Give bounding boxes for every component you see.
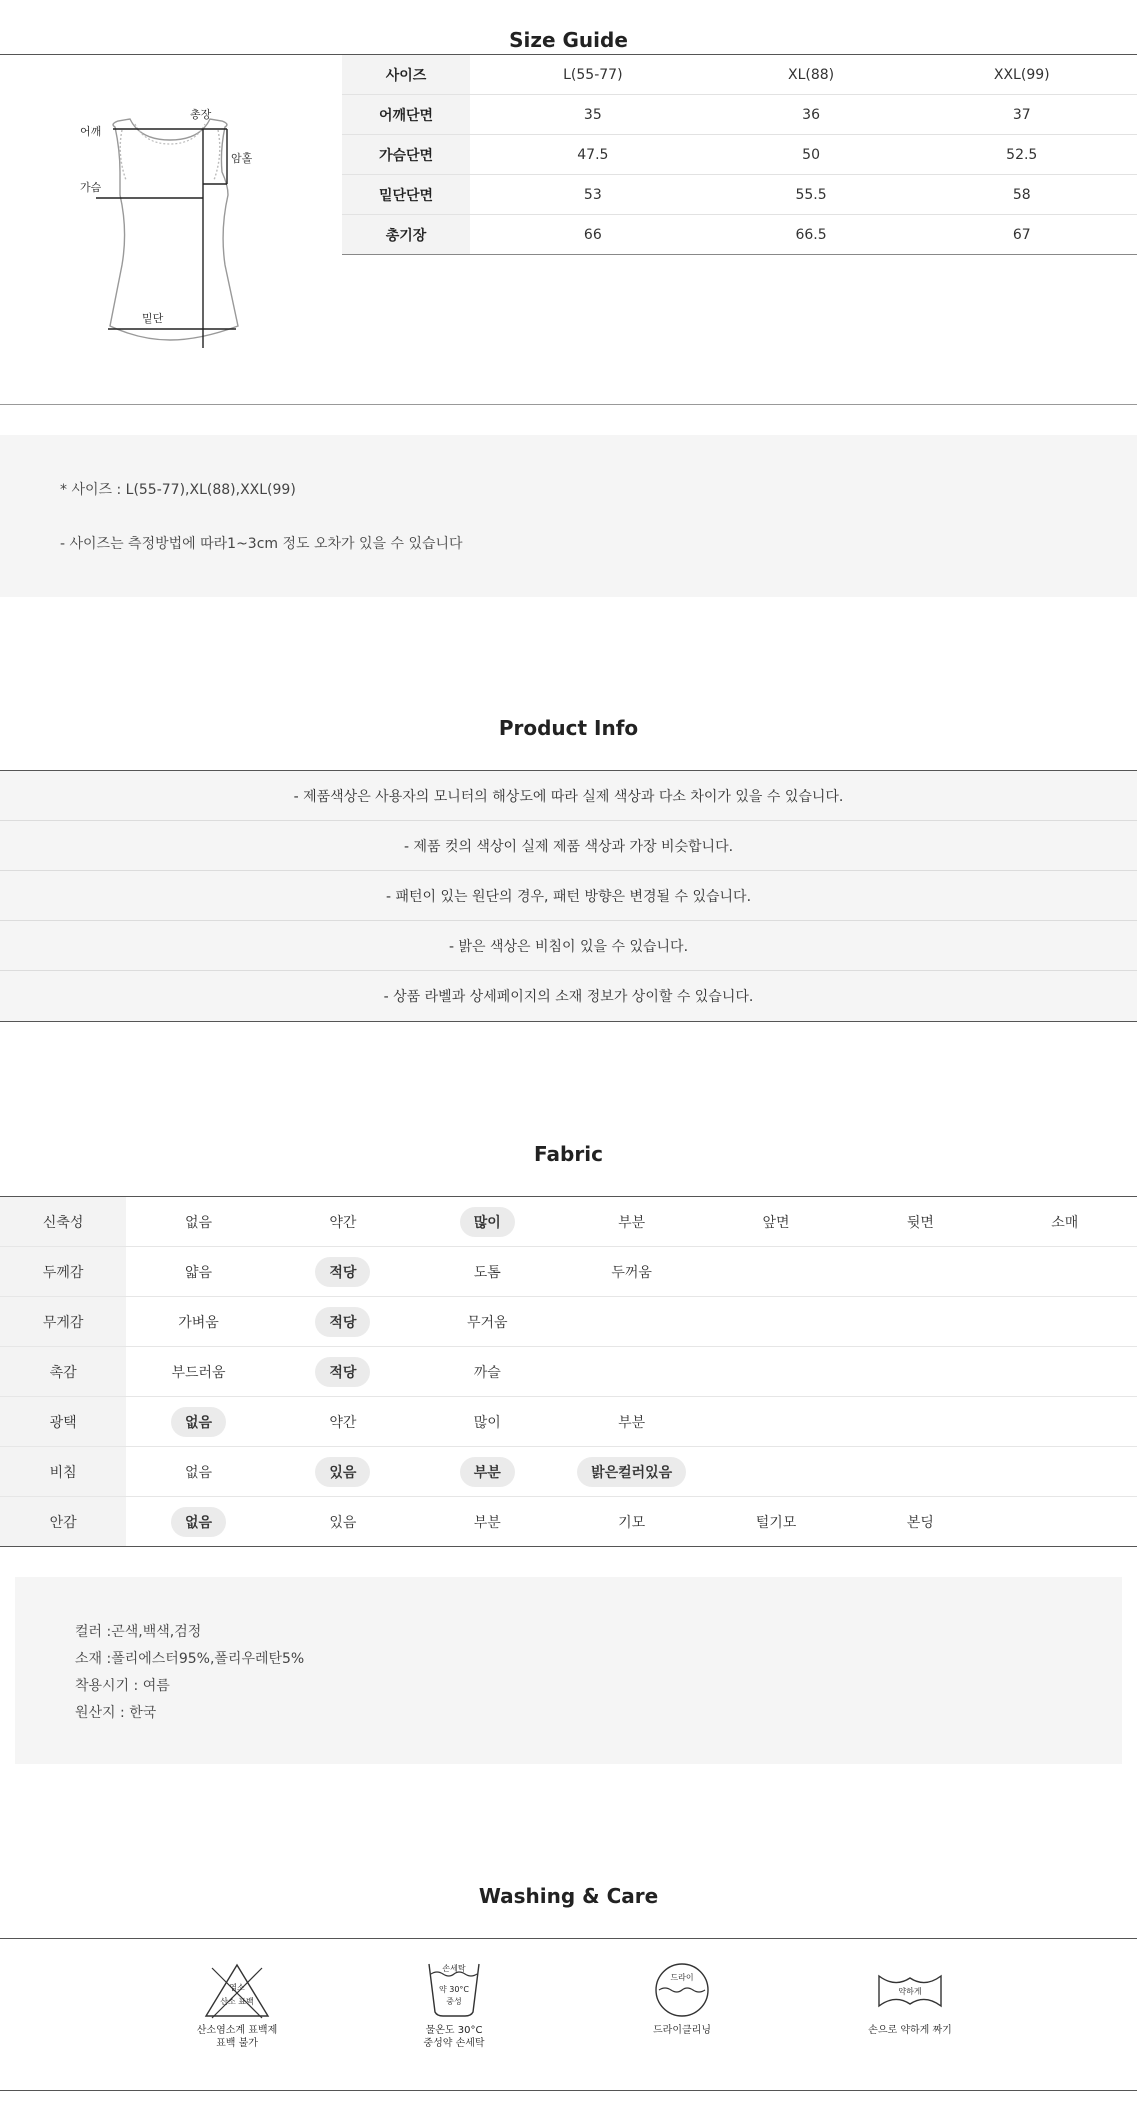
fabric-option-cell [848, 1247, 992, 1297]
fabric-option: 많이 [473, 1414, 501, 1431]
fabric-row-label: 두께감 [0, 1247, 126, 1297]
size-column-header: XXL(99) [906, 55, 1137, 95]
fabric-option: 앞면 [762, 1214, 790, 1231]
svg-text:드라이: 드라이 [670, 1973, 694, 1982]
fabric-option-cell [415, 1447, 559, 1497]
size-row-label: 총기장 [342, 215, 470, 255]
size-guide-title: Size Guide [509, 28, 628, 52]
svg-text:약 30°C: 약 30°C [438, 1985, 470, 1994]
fabric-option-cell [126, 1447, 270, 1497]
product-info-item: - 패턴이 있는 원단의 경우, 패턴 방향은 변경될 수 있습니다. [0, 871, 1137, 921]
fabric-note: 컬러 :곤색,백색,검정 [75, 1624, 202, 1640]
fabric-option-cell [415, 1347, 559, 1397]
fabric-option-cell [848, 1347, 992, 1397]
product-info-list [0, 771, 1137, 1022]
product-info-item: - 제품색상은 사용자의 모니터의 해상도에 따라 실제 색상과 다소 차이가 있을 수 있습니다. [0, 771, 1137, 821]
size-row-label: 가슴단면 [342, 135, 470, 175]
size-cell: 52.5 [906, 135, 1137, 175]
fabric-option-cell [559, 1247, 703, 1297]
dry-clean-icon [647, 1960, 717, 2020]
fabric-notes [15, 1577, 1122, 1764]
size-row-label: 어깨단면 [342, 95, 470, 135]
fabric-option: 기모 [618, 1514, 646, 1531]
divider [0, 1938, 1137, 1939]
fabric-option: 있음 [329, 1514, 357, 1531]
size-cell: 50 [716, 135, 907, 175]
fabric-note: 원산지 : 한국 [75, 1705, 157, 1721]
fabric-option: 부드러움 [171, 1364, 226, 1381]
fabric-row-label: 비침 [0, 1447, 126, 1497]
care-item-dry-clean [602, 1960, 762, 2037]
fabric-option-selected: 있음 [315, 1457, 370, 1487]
fabric-option-selected: 많이 [460, 1207, 515, 1237]
fabric-option-cell [993, 1197, 1137, 1247]
size-column-header: XL(88) [716, 55, 907, 95]
fabric-option-cell [993, 1247, 1137, 1297]
size-cell: 47.5 [470, 135, 716, 175]
size-table-row [342, 215, 1137, 255]
divider [0, 2090, 1137, 2091]
fabric-row [0, 1247, 1137, 1297]
size-cell: 36 [716, 95, 907, 135]
fabric-option-selected: 밝은컬러있음 [577, 1457, 686, 1487]
size-cell: 35 [470, 95, 716, 135]
diagram-label-length: 총장 [190, 108, 212, 121]
fabric-option: 없음 [184, 1214, 213, 1231]
fabric-option-selected: 적당 [315, 1357, 370, 1387]
garment-size-diagram [70, 100, 270, 360]
fabric-row [0, 1197, 1137, 1247]
fabric-option: 무거움 [466, 1314, 508, 1331]
svg-text:손세탁: 손세탁 [442, 1964, 466, 1973]
fabric-option-cell [559, 1197, 703, 1247]
fabric-option: 부분 [618, 1414, 646, 1431]
fabric-option: 두꺼움 [611, 1264, 652, 1281]
size-row-label: 밑단단면 [342, 175, 470, 215]
size-cell: 66.5 [716, 215, 907, 255]
fabric-option-selected: 없음 [171, 1407, 226, 1437]
fabric-option-cell [271, 1447, 415, 1497]
fabric-row-label: 광택 [0, 1397, 126, 1447]
fabric-title: Fabric [534, 1142, 603, 1166]
size-cell: 67 [906, 215, 1137, 255]
fabric-option: 까슬 [473, 1364, 501, 1381]
care-item-hand-wash [374, 1960, 534, 2050]
fabric-option-cell [415, 1497, 559, 1547]
fabric-option-cell [415, 1297, 559, 1347]
size-table-row [342, 95, 1137, 135]
product-info-item: - 상품 라벨과 상세페이지의 소재 정보가 상이할 수 있습니다. [0, 971, 1137, 1022]
fabric-option: 뒷면 [906, 1214, 934, 1231]
fabric-option: 본딩 [906, 1514, 934, 1531]
size-note: * 사이즈 : L(55-77),XL(88),XXL(99) [60, 482, 296, 498]
fabric-option-cell [559, 1447, 703, 1497]
fabric-option-cell [704, 1247, 848, 1297]
size-table-header-label: 사이즈 [342, 55, 470, 95]
diagram-label-chest: 가슴 [80, 181, 102, 194]
size-cell: 37 [906, 95, 1137, 135]
care-icons-row [0, 1960, 1137, 2070]
fabric-option-cell [704, 1497, 848, 1547]
diagram-label-hem: 밑단 [142, 312, 164, 325]
svg-text:중성: 중성 [446, 1997, 462, 2006]
fabric-option-cell [271, 1297, 415, 1347]
size-cell: 55.5 [716, 175, 907, 215]
size-note: - 사이즈는 측정방법에 따라1~3cm 정도 오차가 있을 수 있습니다 [60, 536, 463, 552]
washing-title: Washing & Care [478, 1884, 659, 1908]
svg-text:약하게: 약하게 [898, 1987, 922, 1996]
fabric-option-cell [271, 1497, 415, 1547]
fabric-option: 털기모 [755, 1514, 797, 1531]
diagram-label-armhole: 암홀 [231, 152, 253, 165]
divider [0, 404, 1137, 405]
fabric-option-cell [271, 1197, 415, 1247]
fabric-option-cell [848, 1297, 992, 1347]
no-bleach-icon [202, 1960, 272, 2020]
fabric-option-cell [993, 1497, 1137, 1547]
fabric-row-label: 안감 [0, 1497, 126, 1547]
fabric-row [0, 1297, 1137, 1347]
fabric-option-cell [993, 1297, 1137, 1347]
fabric-option: 부분 [618, 1214, 646, 1231]
fabric-option-cell [704, 1197, 848, 1247]
svg-text:산소 표백: 산소 표백 [220, 1997, 254, 2006]
fabric-option-cell [271, 1397, 415, 1447]
fabric-option-cell [704, 1447, 848, 1497]
fabric-option-cell [704, 1347, 848, 1397]
size-notes [0, 435, 1137, 597]
fabric-option-cell [704, 1297, 848, 1347]
fabric-row [0, 1447, 1137, 1497]
fabric-option-cell [848, 1197, 992, 1247]
fabric-row [0, 1347, 1137, 1397]
fabric-option-cell [848, 1397, 992, 1447]
size-column-header: L(55-77) [470, 55, 716, 95]
fabric-row-label: 무게감 [0, 1297, 126, 1347]
fabric-option-selected: 적당 [315, 1307, 370, 1337]
care-item-gentle-wring [830, 1960, 990, 2037]
fabric-option: 약간 [329, 1214, 357, 1231]
diagram-label-shoulder: 어깨 [80, 125, 102, 138]
fabric-option: 소매 [1051, 1214, 1079, 1231]
fabric-option-cell [848, 1447, 992, 1497]
fabric-option-cell [993, 1397, 1137, 1447]
product-info-item: - 제품 컷의 색상이 실제 제품 색상과 가장 비슷합니다. [0, 821, 1137, 871]
fabric-option: 없음 [184, 1464, 213, 1481]
care-item-no-bleach [157, 1960, 317, 2050]
care-label: 손으로 약하게 짜기 [868, 2025, 952, 2036]
fabric-option-cell [415, 1197, 559, 1247]
size-table-row [342, 175, 1137, 215]
fabric-option-cell [993, 1347, 1137, 1397]
fabric-option: 가벼움 [178, 1314, 219, 1331]
size-cell: 58 [906, 175, 1137, 215]
fabric-option-cell [848, 1497, 992, 1547]
size-table [342, 55, 1137, 255]
fabric-option-cell [559, 1347, 703, 1397]
product-info-title: Product Info [498, 716, 639, 740]
fabric-option-cell [126, 1347, 270, 1397]
fabric-row [0, 1397, 1137, 1447]
care-label: 산소염소계 표백제 표백 불가 [196, 2025, 278, 2049]
fabric-option-selected: 없음 [171, 1507, 226, 1537]
fabric-option-selected: 적당 [315, 1257, 370, 1287]
fabric-option: 부분 [473, 1514, 501, 1531]
care-label: 물온도 30°C 중성약 손세탁 [423, 2025, 485, 2049]
fabric-option-cell [126, 1297, 270, 1347]
fabric-option-cell [559, 1497, 703, 1547]
gentle-wring-icon [875, 1960, 945, 2020]
fabric-note: 소재 :폴리에스터95%,폴리우레탄5% [75, 1651, 305, 1667]
fabric-option-selected: 부분 [460, 1457, 515, 1487]
product-info-item: - 밝은 색상은 비침이 있을 수 있습니다. [0, 921, 1137, 971]
fabric-row [0, 1497, 1137, 1547]
fabric-option: 도톰 [473, 1264, 501, 1281]
fabric-option-cell [993, 1447, 1137, 1497]
fabric-option-cell [559, 1397, 703, 1447]
fabric-option-cell [126, 1197, 270, 1247]
care-label: 드라이클리닝 [653, 2025, 711, 2036]
size-cell: 66 [470, 215, 716, 255]
fabric-option-cell [126, 1497, 270, 1547]
size-table-header-row [342, 55, 1137, 95]
fabric-option-cell [126, 1397, 270, 1447]
svg-text:염소: 염소 [229, 1983, 245, 1992]
fabric-option-cell [271, 1247, 415, 1297]
fabric-option-cell [126, 1247, 270, 1297]
fabric-option-cell [271, 1347, 415, 1397]
fabric-row-label: 신축성 [0, 1197, 126, 1247]
fabric-row-label: 촉감 [0, 1347, 126, 1397]
hand-wash-icon [419, 1960, 489, 2020]
size-cell: 53 [470, 175, 716, 215]
size-table-row [342, 135, 1137, 175]
fabric-option: 얇음 [184, 1264, 213, 1281]
fabric-table [0, 1197, 1137, 1547]
fabric-option-cell [704, 1397, 848, 1447]
fabric-option-cell [415, 1247, 559, 1297]
fabric-option-cell [559, 1297, 703, 1347]
fabric-note: 착용시기 : 여름 [75, 1678, 170, 1694]
fabric-option-cell [415, 1397, 559, 1447]
fabric-option: 약간 [329, 1414, 357, 1431]
